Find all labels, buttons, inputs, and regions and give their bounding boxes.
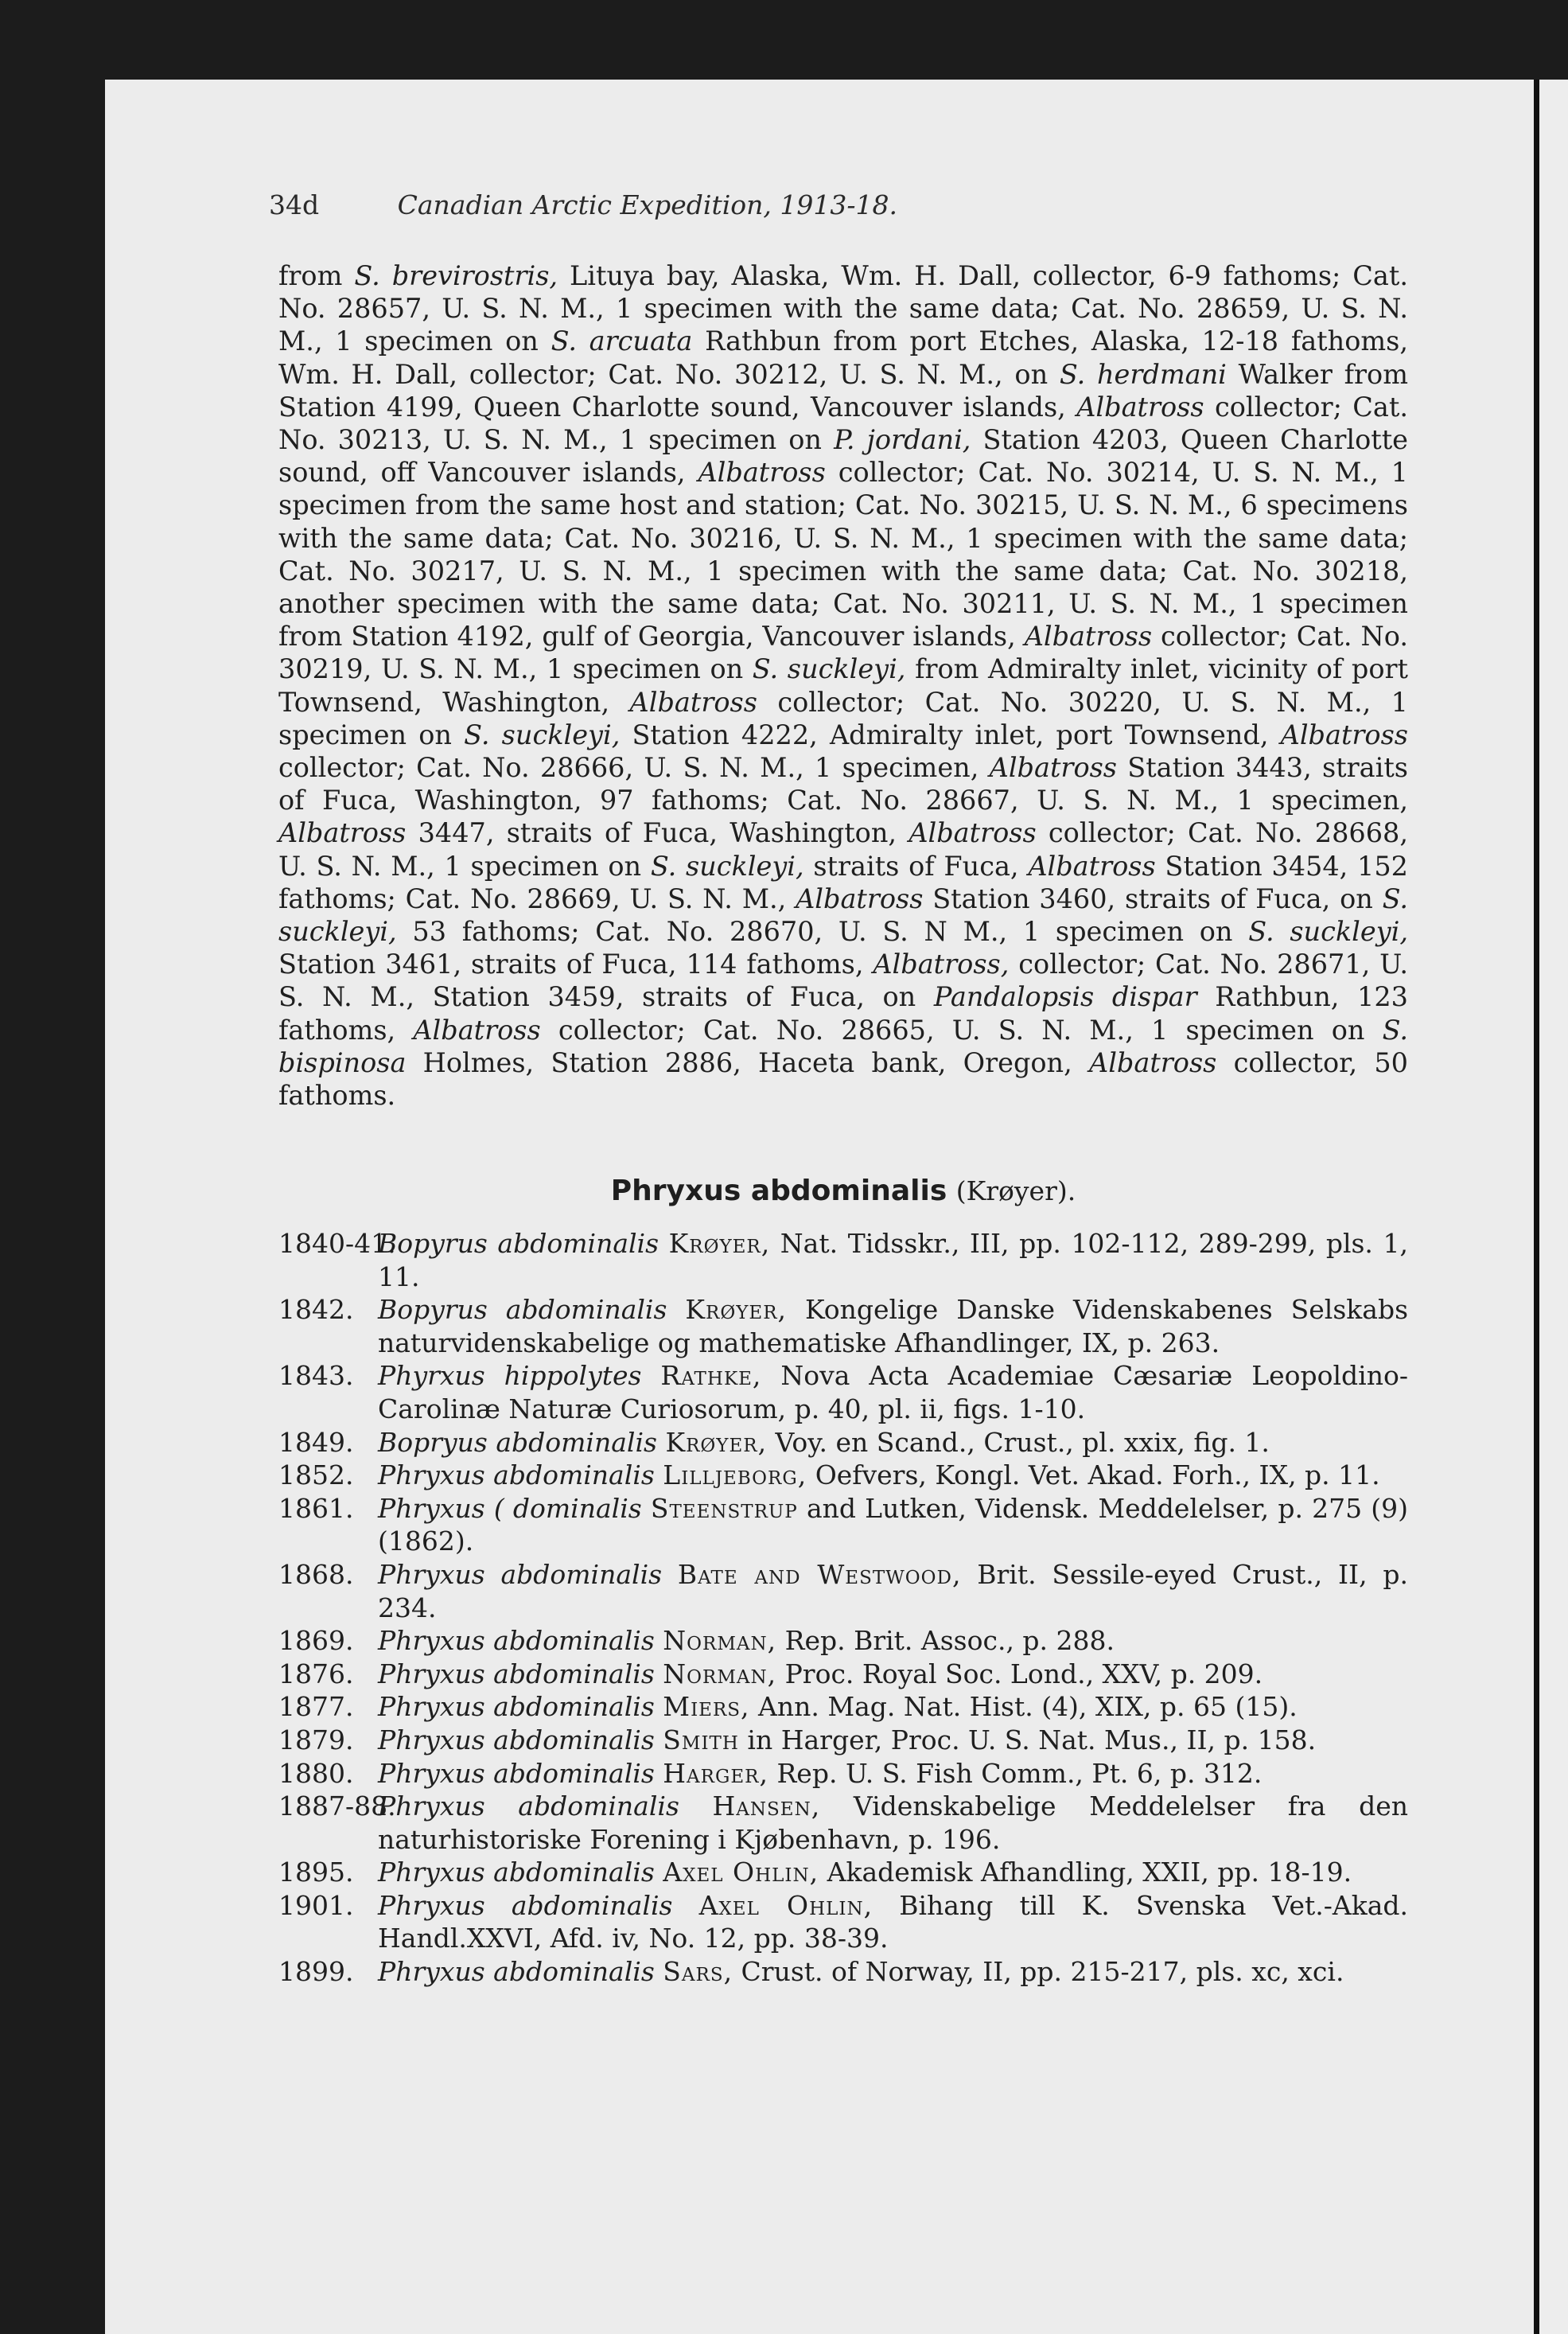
entry-reference: Voy. en Scand., Crust., pl. xxix, fig. 1. (767, 1426, 1270, 1458)
synonymy-entry (278, 1359, 1408, 1425)
entry-year: 1901. (278, 1889, 354, 1921)
entry-species: Bopyrus abdominalis (378, 1228, 659, 1259)
entry-species: Phryxus abdominalis (378, 1889, 673, 1921)
section-heading-authority: (Krøyer). (955, 1175, 1076, 1206)
entry-citation (378, 1359, 1408, 1425)
text-run: collector; Cat. No. 30214, U. S. N. M., 1 specimen from the same host and station; Cat. No. 30215, U. S. N. M., 6 specimens with the same data; Cat. No. 30216, U. S. N. M., 1 specimen with the same data; Cat. No. 30217, U. S. N. M., 1 specimen with the same data; Cat. No. 30218, another specimen with the same data; Cat. No. 30211, U. S. N. M., 1 specimen from Station 4192, gulf of Georgia, Vancouver islands, (278, 457, 1408, 653)
text-run: collector, 50 fathoms. (278, 1046, 1408, 1112)
synonymy-entry (278, 1459, 1408, 1492)
synonymy-entry (278, 1426, 1408, 1459)
page-number: 34d (269, 189, 320, 220)
entry-species: Phryxus abdominalis (378, 1658, 655, 1689)
italic-run: Albatross (1076, 391, 1204, 423)
entry-author: Miers, (663, 1691, 750, 1723)
synonymy-entry (278, 1624, 1408, 1658)
entry-species: Phyrxus hippolytes (378, 1360, 642, 1392)
text-run: collector; Cat. No. 30213, U. S. N. M., 1 specimen on (278, 391, 1409, 456)
entry-author: Norman, (663, 1625, 777, 1657)
synonymy-entry (278, 1227, 1408, 1293)
text-run: Lituya bay, Alaska, Wm. H. Dall, collector, 6-9 fathoms; Cat. No. 28657, U. S. N. M., 1 specimen with the same data; Cat. No. 28659, U. S. N. M., 1 specimen on (278, 260, 1408, 357)
text-run: 3447, straits of Fuca, Washington, (406, 817, 909, 849)
entry-author: Harger, (663, 1757, 768, 1789)
entry-year: 1869. (278, 1625, 354, 1657)
text-run: collector; Cat. No. 28671, U. S. N. M., Station 3459, straits of Fuca, on (278, 949, 1408, 1013)
italic-run: S. arcuata (551, 325, 693, 357)
synonymy-entry (278, 1658, 1408, 1691)
synonymy-entry (278, 1889, 1408, 1955)
text-run: Station 3454, 152 fathoms; Cat. No. 28669, U. S. N. M., (278, 850, 1408, 914)
entry-reference: Videnskabelige Meddelelser fra den naturhistoriske Forening i Kjøbenhavn, p. 196. (378, 1790, 1408, 1855)
entry-citation (378, 1293, 1408, 1359)
running-header (269, 189, 1414, 220)
italic-run: Albatross (989, 752, 1117, 784)
text-run: Station 4222, Admiralty inlet, port Townsend, (620, 719, 1281, 750)
entry-citation (378, 1757, 1408, 1790)
entry-species: Phryxus abdominalis (378, 1724, 655, 1755)
section-heading-species: Phryxus abdominalis (610, 1175, 947, 1207)
entry-year: 1842. (278, 1294, 354, 1326)
entry-species: Phryxus abdominalis (378, 1757, 655, 1789)
entry-reference: Rep. U. S. Fish Comm., Pt. 6, p. 312. (768, 1757, 1263, 1789)
entry-author: Axel Ohlin, (698, 1889, 873, 1921)
entry-reference: Rep. Brit. Assoc., p. 288. (776, 1625, 1115, 1657)
entry-author: Sars, (663, 1956, 733, 1988)
italic-run: Albatross (909, 817, 1037, 849)
synonymy-entry (278, 1955, 1408, 1989)
entry-author: Lilljeborg, (663, 1459, 807, 1491)
text-run: collector; Cat. No. 30220, U. S. N. M., 1 specimen on (278, 686, 1408, 750)
italic-run: Albatross (1280, 719, 1408, 750)
italic-run: S. herdmani (1059, 358, 1227, 390)
italic-run: Albatross (278, 817, 407, 849)
text-run: Rathbun, 123 fathoms, (278, 981, 1408, 1046)
entry-citation (378, 1227, 1408, 1293)
italic-run: S. brevirostris, (354, 260, 558, 291)
italic-run: S. bispinosa (278, 1014, 1408, 1078)
entry-year: 1849. (278, 1426, 354, 1458)
synonymy-entry (278, 1293, 1408, 1359)
synonymy-entry (278, 1492, 1408, 1558)
synonymy-entry (278, 1724, 1408, 1757)
italic-run: S. suckleyi, (278, 883, 1408, 948)
synonymy-entry (278, 1690, 1408, 1724)
entry-year: 1879. (278, 1724, 354, 1755)
entry-reference: Proc. Royal Soc. Lond., XXV, p. 209. (776, 1658, 1263, 1689)
entry-citation (378, 1558, 1408, 1624)
text-run: Station 3461, straits of Fuca, 114 fathoms, (278, 949, 873, 980)
entry-reference: Oefvers, Kongl. Vet. Akad. Forh., IX, p. 11. (807, 1459, 1380, 1491)
italic-run: Albatross (1028, 850, 1156, 882)
entry-author: Axel Ohlin, (663, 1857, 819, 1888)
italic-run: Albatross (698, 457, 826, 489)
text-run: collector; Cat. No. 28666, U. S. N. M., 1 specimen, (278, 752, 990, 784)
entry-species: Bopyrus abdominalis (378, 1294, 667, 1326)
entry-author: Norman, (663, 1658, 777, 1689)
italic-run: S. suckleyi, (1248, 916, 1408, 948)
entry-reference: Crust. of Norway, II, pp. 215-217, pls. xc, xci. (733, 1956, 1344, 1988)
specimen-records-paragraph (278, 259, 1408, 1112)
entry-year: 1852. (278, 1459, 354, 1491)
text-run: Station 4203, Queen Charlotte sound, off Vancouver islands, (278, 424, 1408, 489)
entry-citation (378, 1724, 1408, 1757)
entry-citation (378, 1459, 1408, 1492)
entry-reference: Akademisk Afhandling, XXII, pp. 18-19. (819, 1857, 1352, 1888)
entry-year: 1895. (278, 1857, 354, 1888)
entry-citation (378, 1624, 1408, 1658)
entry-author: Hansen, (712, 1790, 821, 1822)
entry-reference: Nova Acta Academiae Cæsariæ Leopoldino-Carolinæ Naturæ Curiosorum, p. 40, pl. ii, figs. 1-10. (378, 1360, 1409, 1424)
italic-run: Pandalopsis dispar (933, 981, 1197, 1013)
text-run: 53 fathoms; Cat. No. 28670, U. S. N M., 1 specimen on (396, 916, 1249, 948)
entry-citation (378, 1658, 1408, 1691)
entry-species: Phryxus abdominalis (378, 1558, 663, 1590)
entry-year: 1861. (278, 1492, 354, 1524)
entry-species: Bopryus abdominalis (378, 1426, 657, 1458)
running-title: Canadian Arctic Expedition, 1913-18. (397, 189, 898, 220)
entry-author: Bate and Westwood, (677, 1558, 962, 1590)
entry-year: 1876. (278, 1658, 354, 1689)
entry-species: Phryxus ( dominalis (378, 1492, 642, 1524)
italic-run: Albatross, (873, 949, 1010, 980)
entry-citation (378, 1856, 1408, 1889)
synonymy-entry (278, 1790, 1408, 1856)
entry-author: Smith (663, 1724, 739, 1755)
synonymy-entry (278, 1757, 1408, 1790)
next-page-edge (1539, 80, 1568, 2334)
text-run: from (278, 260, 355, 291)
page-gutter-shadow (1534, 80, 1539, 2334)
entry-reference: Kongelige Danske Videnskabenes Selskabs naturvidenskabelige og mathematiske Afhandlinger, IX, p. 263. (378, 1294, 1409, 1358)
text-run: Station 3443, straits of Fuca, Washington, 97 fathoms; Cat. No. 28667, U. S. N. M., 1 specimen, (278, 752, 1408, 816)
text-run: collector; Cat. No. 28668, U. S. N. M., 1 specimen on (278, 817, 1408, 882)
entry-year: 1868. (278, 1558, 354, 1590)
italic-run: S. suckleyi, (650, 850, 804, 882)
text-run: collector; Cat. No. 30219, U. S. N. M., 1 specimen on (278, 621, 1408, 685)
entry-species: Phryxus abdominalis (378, 1857, 655, 1888)
text-run: collector; Cat. No. 28665, U. S. N. M., 1 specimen on (540, 1014, 1383, 1046)
entry-reference: and Lutken, Vidensk. Meddelelser, p. 275 (9) (1862). (378, 1492, 1408, 1557)
entry-year: 1887-88. (278, 1790, 396, 1822)
entry-reference: in Harger, Proc. U. S. Nat. Mus., II, p. 158. (738, 1724, 1317, 1755)
entry-author: Krøyer, (685, 1294, 787, 1326)
entry-author: Steenstrup (650, 1492, 798, 1524)
entry-year: 1877. (278, 1691, 354, 1723)
italic-run: Albatross (629, 686, 757, 718)
entry-citation (378, 1690, 1408, 1724)
entry-species: Phryxus abdominalis (378, 1956, 655, 1988)
entry-citation (378, 1790, 1408, 1856)
entry-species: Phryxus abdominalis (378, 1625, 655, 1657)
entry-species: Phryxus abdominalis (378, 1691, 655, 1723)
entry-citation (378, 1955, 1408, 1989)
entry-reference: Nat. Tidsskr., III, pp. 102-112, 289-299, pls. 1, 11. (378, 1228, 1408, 1292)
italic-run: S. suckleyi, (464, 719, 621, 750)
italic-run: S. suckleyi, (752, 653, 906, 685)
italic-run: Albatross (796, 883, 924, 914)
entry-author: Krøyer, (668, 1228, 771, 1259)
entry-citation (378, 1492, 1408, 1558)
entry-species: Phryxus abdominalis (378, 1459, 655, 1491)
text-run: Walker from Station 4199, Queen Charlotte sound, Vancouver islands, (278, 358, 1408, 423)
entry-citation (378, 1889, 1408, 1955)
entry-reference: Bihang till K. Svenska Vet.-Akad. Handl.XXVI, Afd. iv, No. 12, pp. 38-39. (378, 1889, 1408, 1954)
italic-run: P. jordani, (834, 424, 971, 456)
entry-author: Rathke, (660, 1360, 762, 1392)
italic-run: Albatross (1089, 1046, 1217, 1078)
synonymy-list (278, 1227, 1408, 1989)
entry-year: 1840-41. (278, 1228, 396, 1259)
entry-reference: Brit. Sessile-eyed Crust., II, p. 234. (378, 1558, 1408, 1623)
text-run: Holmes, Station 2886, Haceta bank, Oregon, (406, 1046, 1089, 1078)
text-run: Rathbun from port Etches, Alaska, 12-18 fathoms, Wm. H. Dall, collector; Cat. No. 30212, U. S. N. M., on (278, 325, 1408, 390)
entry-species: Phryxus abdominalis (378, 1790, 679, 1822)
entry-reference: Ann. Mag. Nat. Hist. (4), XIX, p. 65 (15). (749, 1691, 1298, 1723)
italic-run: Albatross (1024, 621, 1153, 653)
text-run: straits of Fuca, (803, 850, 1029, 882)
entry-citation (378, 1426, 1408, 1459)
entry-year: 1880. (278, 1757, 354, 1789)
text-run: Station 3460, straits of Fuca, on (923, 883, 1383, 914)
synonymy-entry (278, 1558, 1408, 1624)
synonymy-entry (278, 1856, 1408, 1889)
italic-run: Albatross (413, 1014, 541, 1046)
entry-year: 1899. (278, 1956, 354, 1988)
section-heading (278, 1175, 1408, 1207)
text-run: from Admiralty inlet, vicinity of port Townsend, Washington, (278, 653, 1408, 718)
entry-year: 1843. (278, 1360, 354, 1392)
entry-author: Krøyer, (665, 1426, 768, 1458)
